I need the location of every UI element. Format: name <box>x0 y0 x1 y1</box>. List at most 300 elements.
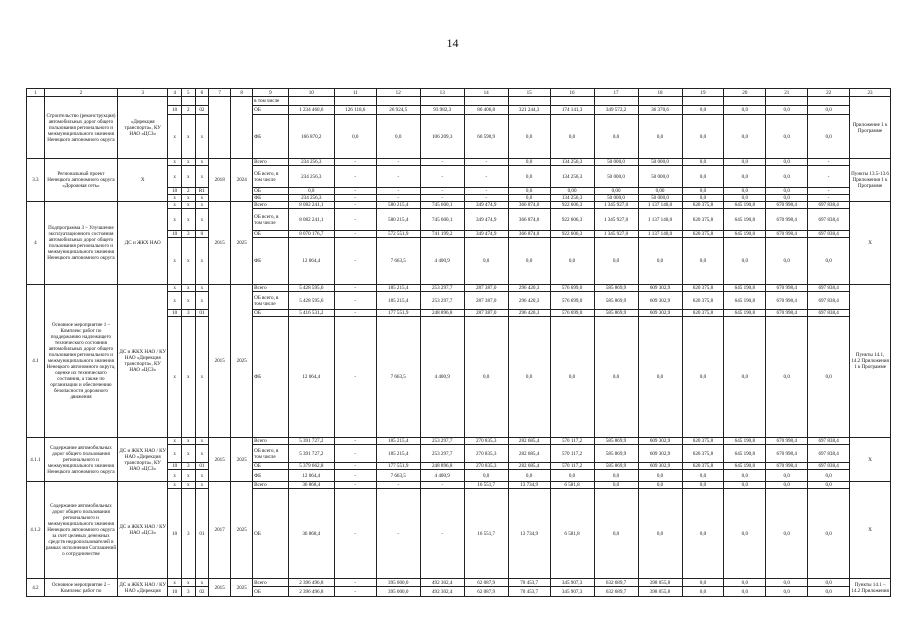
amount-cell: - <box>808 166 850 188</box>
amount-cell: 185 215,4 <box>376 445 420 463</box>
end-year-cell: 2025 <box>231 579 253 597</box>
amount-cell: 345 907,3 <box>550 579 594 587</box>
table-row <box>27 482 891 489</box>
amount-cell: 576 699,0 <box>550 292 594 310</box>
budget-code-cell: х <box>168 202 182 209</box>
funding-source-cell: Всего <box>253 482 289 489</box>
budget-code-cell: х <box>181 115 195 159</box>
funding-source-cell: ОБ <box>253 106 289 115</box>
column-number-cell: 13 <box>420 89 464 97</box>
page-number: 14 <box>446 36 459 50</box>
amount-cell: 4 400,9 <box>420 470 464 482</box>
budget-code-cell: 10 <box>168 489 182 579</box>
amount-cell: 620 375,8 <box>682 231 724 238</box>
column-number-cell: 19 <box>682 89 724 97</box>
budget-code-cell: х <box>195 579 209 587</box>
amount-cell: - <box>334 195 376 202</box>
amount-cell: 0,0 <box>508 317 550 438</box>
amount-cell: 70 453,7 <box>508 579 550 587</box>
budget-code-cell: х <box>195 317 209 438</box>
amount-cell: - <box>334 317 376 438</box>
amount-cell: 0,0 <box>724 482 766 489</box>
column-number-cell: 23 <box>850 89 891 97</box>
amount-cell: 177 551,9 <box>376 463 420 470</box>
budget-code-cell: 2 <box>181 106 195 115</box>
budget-code-cell: х <box>195 115 209 159</box>
amount-cell: 697 838,4 <box>808 310 850 317</box>
amount-cell: 0,0 <box>766 238 808 285</box>
amount-cell: 0,0 <box>682 587 724 597</box>
amount-cell <box>288 97 334 106</box>
amount-cell: 8 082 241,1 <box>288 209 334 231</box>
amount-cell: 0,0 <box>638 470 682 482</box>
start-year-cell <box>209 97 231 159</box>
amount-cell: 620 375,8 <box>682 445 724 463</box>
amount-cell: 0,0 <box>464 238 508 285</box>
amount-cell: 0,0 <box>766 470 808 482</box>
table-row <box>27 97 891 106</box>
amount-cell: 270 835,3 <box>464 463 508 470</box>
budget-code-cell: 01 <box>195 310 209 317</box>
item-name-cell: Содержание автомобильных дорог общего пользования регионального и межмуниципального значения Ненецкого автономного округа за счет целевых денежных средств недропользователей в рамках исполнения Соглашений о сотрудничестве <box>44 482 117 579</box>
amount-cell: 12 064,4 <box>288 317 334 438</box>
amount-cell: 0,0 <box>724 470 766 482</box>
amount-cell: 16 551,7 <box>464 489 508 579</box>
funding-source-cell: Всего <box>253 438 289 445</box>
funding-source-cell: ФБ <box>253 195 289 202</box>
amount-cell: 0,0 <box>808 482 850 489</box>
amount-cell: 697 838,4 <box>808 463 850 470</box>
amount-cell: 5 416 531,2 <box>288 310 334 317</box>
budget-code-cell: х <box>181 292 195 310</box>
amount-cell: 7 663,5 <box>376 470 420 482</box>
amount-cell: 745 600,1 <box>420 209 464 231</box>
amount-cell: 697 838,4 <box>808 285 850 292</box>
table-row <box>27 438 891 445</box>
amount-cell: 0,0 <box>766 587 808 597</box>
amount-cell: 0,0 <box>638 238 682 285</box>
budget-code-cell: 0 <box>195 231 209 238</box>
budget-code-cell: 10 <box>168 310 182 317</box>
amount-cell: 0,0 <box>288 188 334 195</box>
funding-source-cell: ФБ <box>253 470 289 482</box>
amount-cell: 0,0 <box>724 159 766 166</box>
amount-cell: - <box>376 166 420 188</box>
amount-cell: - <box>334 587 376 597</box>
funding-source-cell: ФБ <box>253 317 289 438</box>
amount-cell: 1 137 140,0 <box>638 231 682 238</box>
item-name-cell: Основное мероприятие 1 – Комплекс работ по поддержанию надлежащего технического состояния автомобильных дорог общего пользования регионального и межмуниципального значения Ненецкого автономного округа, оценке их технического состояния, а также по организации и обеспечению безопасности дорожного движения <box>44 285 117 438</box>
amount-cell: - <box>420 159 464 166</box>
amount-cell: 670 998,4 <box>766 285 808 292</box>
budget-code-cell: 01 <box>195 463 209 470</box>
amount-cell: 670 998,4 <box>766 463 808 470</box>
budget-code-cell: 10 <box>168 463 182 470</box>
amount-cell: 50 000,0 <box>594 159 638 166</box>
note-cell: Х <box>850 202 891 285</box>
amount-cell: 253 297,7 <box>420 292 464 310</box>
start-year-cell: 2018 <box>209 159 231 202</box>
amount-cell: 1 234 460,6 <box>288 106 334 115</box>
amount-cell: 620 375,8 <box>682 463 724 470</box>
amount-cell: 697 838,4 <box>808 231 850 238</box>
amount-cell: 1 345 927,0 <box>594 231 638 238</box>
amount-cell: - <box>334 470 376 482</box>
amount-cell <box>550 97 594 106</box>
amount-cell: 0,0 <box>808 238 850 285</box>
amount-cell: 234 256,3 <box>288 195 334 202</box>
amount-cell: 0,0 <box>638 482 682 489</box>
amount-cell: 270 835,3 <box>464 438 508 445</box>
amount-cell: 12 064,4 <box>288 470 334 482</box>
budget-code-cell: х <box>168 195 182 202</box>
budget-code-cell: х <box>195 445 209 463</box>
amount-cell: 36 370,6 <box>638 106 682 115</box>
amount-cell: 270 835,3 <box>464 445 508 463</box>
amount-cell: 8 070 176,7 <box>288 231 334 238</box>
amount-cell: 585 869,9 <box>594 463 638 470</box>
amount-cell: 0,0 <box>594 482 638 489</box>
amount-cell: 570 117,2 <box>550 438 594 445</box>
amount-cell: 6 581,8 <box>550 482 594 489</box>
funding-source-cell: ОБ <box>253 310 289 317</box>
column-number-cell: 1 <box>27 89 45 97</box>
item-number-cell: 4.1 <box>27 285 45 438</box>
amount-cell: - <box>334 166 376 188</box>
column-number-cell: 18 <box>638 89 682 97</box>
amount-cell: 0,0 <box>766 482 808 489</box>
note-cell: Х <box>850 438 891 482</box>
item-number-cell <box>27 97 45 159</box>
funding-source-cell: ОБ <box>253 463 289 470</box>
amount-cell: 0,0 <box>766 195 808 202</box>
amount-cell: 620 375,8 <box>682 292 724 310</box>
budget-code-cell: 02 <box>195 587 209 597</box>
amount-cell: 0,0 <box>594 115 638 159</box>
executor-cell: ДС и ЖКХ НАО / КУ НАО «Дирекция транспорта», КУ НАО «ЦСЗ» <box>118 285 168 438</box>
table-row <box>27 159 891 166</box>
amount-cell: - <box>376 195 420 202</box>
amount-cell: 697 838,4 <box>808 445 850 463</box>
amount-cell: 366 874,0 <box>508 231 550 238</box>
amount-cell: 670 998,4 <box>766 209 808 231</box>
amount-cell: 0,0 <box>594 470 638 482</box>
budget-code-cell <box>195 97 209 106</box>
item-number-cell: 4.2 <box>27 579 45 597</box>
amount-cell: 395 000,0 <box>376 579 420 587</box>
amount-cell: 697 838,4 <box>808 202 850 209</box>
budget-code-cell: х <box>168 445 182 463</box>
column-number-cell: 11 <box>334 89 376 97</box>
column-number-cell: 2 <box>44 89 117 97</box>
amount-cell: 0,0 <box>682 238 724 285</box>
amount-cell: 0,0 <box>508 238 550 285</box>
amount-cell: 5 428 595,6 <box>288 292 334 310</box>
end-year-cell: 2025 <box>231 202 253 285</box>
amount-cell: 234 256,3 <box>288 159 334 166</box>
amount-cell: 620 375,8 <box>682 285 724 292</box>
amount-cell: 60 590,9 <box>464 115 508 159</box>
amount-cell: 0,0 <box>808 317 850 438</box>
amount-cell: 0,0 <box>594 317 638 438</box>
amount-cell: 2 396 496,8 <box>288 579 334 587</box>
amount-cell: - <box>420 188 464 195</box>
amount-cell: 0,0 <box>724 489 766 579</box>
amount-cell: 585 869,9 <box>594 285 638 292</box>
funding-source-cell: ОБ всего, в том числе <box>253 292 289 310</box>
amount-cell: 645 190,8 <box>724 285 766 292</box>
amount-cell: 0,0 <box>376 115 420 159</box>
amount-cell <box>724 97 766 106</box>
executor-cell: Х <box>118 159 168 202</box>
column-number-cell: 14 <box>464 89 508 97</box>
amount-cell: 620 375,8 <box>682 202 724 209</box>
amount-cell: - <box>334 202 376 209</box>
amount-cell: 398 055,8 <box>638 587 682 597</box>
amount-cell: 585 869,9 <box>594 310 638 317</box>
amount-cell: 0,0 <box>508 115 550 159</box>
amount-cell: 1 345 927,0 <box>594 209 638 231</box>
amount-cell: 492 302,4 <box>420 579 464 587</box>
amount-cell: 0,0 <box>682 482 724 489</box>
amount-cell: 0,0 <box>550 317 594 438</box>
amount-cell: 572 551,9 <box>376 231 420 238</box>
item-name-cell: Региональный проект Ненецкого автономного округа «Дорожная сеть» <box>44 159 117 202</box>
amount-cell: 670 998,4 <box>766 292 808 310</box>
budget-code-cell: х <box>195 285 209 292</box>
budget-code-cell: х <box>181 438 195 445</box>
amount-cell: 0,0 <box>766 106 808 115</box>
amount-cell: 0,0 <box>682 115 724 159</box>
amount-cell: 282 685,4 <box>508 463 550 470</box>
amount-cell: 86 406,8 <box>464 106 508 115</box>
executor-cell: ДС и ЖКХ НАО / КУ НАО «Дирекция транспорта», КУ НАО «ЦСЗ» <box>118 438 168 482</box>
amount-cell: 0,00 <box>594 188 638 195</box>
amount-cell: - <box>334 238 376 285</box>
amount-cell: - <box>808 188 850 195</box>
amount-cell: 632 689,7 <box>594 579 638 587</box>
item-name-cell: Подпрограмма 3 – Улучшение эксплуатационного состояния автомобильных дорог общего пользования регионального и межмуниципального значения Ненецкого автономного округа <box>44 202 117 285</box>
amount-cell: - <box>420 489 464 579</box>
amount-cell: 0,0 <box>508 159 550 166</box>
budget-code-cell: х <box>181 285 195 292</box>
amount-cell: 0,0 <box>766 489 808 579</box>
column-number-cell: 8 <box>231 89 253 97</box>
budget-code-cell: R1 <box>195 188 209 195</box>
budget-code-cell: х <box>181 238 195 285</box>
amount-cell: 13 734,9 <box>508 489 550 579</box>
budget-code-cell: х <box>195 166 209 188</box>
amount-cell: 0,0 <box>682 106 724 115</box>
funding-source-cell: ОБ <box>253 231 289 238</box>
amount-cell: 609 302,9 <box>638 285 682 292</box>
amount-cell <box>464 97 508 106</box>
budget-code-cell <box>168 97 182 106</box>
amount-cell: 570 117,2 <box>550 445 594 463</box>
amount-cell: 922 606,3 <box>550 202 594 209</box>
amount-cell: 645 190,8 <box>724 445 766 463</box>
amount-cell: 253 297,7 <box>420 445 464 463</box>
budget-code-cell: х <box>195 292 209 310</box>
start-year-cell: 2015 <box>209 202 231 285</box>
amount-cell: 620 375,8 <box>682 438 724 445</box>
amount-cell: 5 391 727,2 <box>288 438 334 445</box>
item-number-cell: 4.1.1 <box>27 438 45 482</box>
amount-cell: - <box>420 195 464 202</box>
amount-cell: 0,0 <box>334 115 376 159</box>
item-number-cell: 4.1.2 <box>27 482 45 579</box>
amount-cell: 50 000,0 <box>594 166 638 188</box>
amount-cell: 0,0 <box>682 188 724 195</box>
budget-code-cell: х <box>195 238 209 285</box>
amount-cell: - <box>376 188 420 195</box>
amount-cell: 1 345 927,0 <box>594 202 638 209</box>
amount-cell: 670 998,4 <box>766 438 808 445</box>
amount-cell: 50 000,0 <box>638 159 682 166</box>
end-year-cell: 2025 <box>231 285 253 438</box>
amount-cell: 0,0 <box>638 489 682 579</box>
end-year-cell: 2025 <box>231 438 253 482</box>
amount-cell: 922 606,3 <box>550 231 594 238</box>
amount-cell: 0,0 <box>766 159 808 166</box>
budget-code-cell: х <box>168 292 182 310</box>
amount-cell: 234 256,3 <box>288 166 334 188</box>
amount-cell: - <box>334 292 376 310</box>
amount-cell: 645 190,8 <box>724 202 766 209</box>
amount-cell: 645 190,8 <box>724 438 766 445</box>
amount-cell: - <box>464 159 508 166</box>
budget-code-cell: х <box>181 482 195 489</box>
amount-cell: 0,0 <box>808 106 850 115</box>
note-cell: Приложение 1 к Программе <box>850 97 891 159</box>
amount-cell: 580 215,4 <box>376 209 420 231</box>
amount-cell: 287 387,0 <box>464 292 508 310</box>
budget-code-cell: х <box>168 285 182 292</box>
end-year-cell <box>231 97 253 159</box>
amount-cell: 0,0 <box>508 188 550 195</box>
amount-cell: 0,00 <box>550 188 594 195</box>
budget-code-cell: х <box>195 159 209 166</box>
amount-cell <box>334 97 376 106</box>
amount-cell: 0,0 <box>766 115 808 159</box>
amount-cell: 632 689,7 <box>594 587 638 597</box>
amount-cell: 126 118,6 <box>334 106 376 115</box>
amount-cell: 0,0 <box>724 166 766 188</box>
amount-cell: 2 396 496,8 <box>288 587 334 597</box>
amount-cell: 620 375,8 <box>682 310 724 317</box>
amount-cell: - <box>334 445 376 463</box>
item-number-cell: 3.3 <box>27 159 45 202</box>
amount-cell: 492 302,4 <box>420 587 464 597</box>
amount-cell: 134 256,3 <box>550 195 594 202</box>
budget-code-cell: х <box>181 209 195 231</box>
amount-cell: 287 387,0 <box>464 310 508 317</box>
amount-cell: 321 244,3 <box>508 106 550 115</box>
amount-cell: - <box>334 310 376 317</box>
amount-cell: 70 453,7 <box>508 587 550 597</box>
budget-code-cell: 10 <box>168 587 182 597</box>
amount-cell: 12 064,4 <box>288 238 334 285</box>
amount-cell: 0,0 <box>464 317 508 438</box>
amount-cell: 349 572,2 <box>594 106 638 115</box>
column-number-cell: 10 <box>288 89 334 97</box>
amount-cell: 5 391 727,2 <box>288 445 334 463</box>
column-number-cell: 15 <box>508 89 550 97</box>
amount-cell <box>808 97 850 106</box>
amount-cell: - <box>376 482 420 489</box>
budget-code-cell: х <box>168 166 182 188</box>
amount-cell: 580 215,4 <box>376 202 420 209</box>
amount-cell: - <box>420 482 464 489</box>
funding-source-cell: Всего <box>253 159 289 166</box>
amount-cell: 0,0 <box>508 166 550 188</box>
funding-source-cell: ФБ <box>253 238 289 285</box>
amount-cell: - <box>808 195 850 202</box>
amount-cell: 366 874,0 <box>508 202 550 209</box>
column-number-cell: 6 <box>195 89 209 97</box>
amount-cell: 7 663,5 <box>376 317 420 438</box>
amount-cell: 0,0 <box>682 195 724 202</box>
amount-cell: 16 551,7 <box>464 482 508 489</box>
amount-cell: 0,0 <box>724 587 766 597</box>
amount-cell: - <box>334 231 376 238</box>
funding-source-cell: ОБ <box>253 489 289 579</box>
amount-cell: 253 297,7 <box>420 285 464 292</box>
amount-cell: 5 379 662,8 <box>288 463 334 470</box>
amount-cell: 0,0 <box>766 317 808 438</box>
amount-cell: - <box>334 188 376 195</box>
budget-code-cell: х <box>181 166 195 188</box>
amount-cell: 0,0 <box>508 470 550 482</box>
funding-source-cell: ОБ всего, в том числе <box>253 166 289 188</box>
amount-cell: 741 199,2 <box>420 231 464 238</box>
budget-code-cell: 3 <box>181 463 195 470</box>
funding-source-cell: ФБ <box>253 115 289 159</box>
amount-cell: 0,0 <box>594 489 638 579</box>
note-cell: Пункты 14.1, 14.2 Приложения 1 к Программе <box>850 285 891 438</box>
table-row <box>27 202 891 209</box>
funding-source-cell: в том числе <box>253 97 289 106</box>
column-number-cell: 3 <box>118 89 168 97</box>
budget-code-cell: 10 <box>168 188 182 195</box>
amount-cell: 349 474,9 <box>464 202 508 209</box>
amount-cell: 0,0 <box>808 470 850 482</box>
funding-source-cell: ОБ всего, в том числе <box>253 445 289 463</box>
amount-cell: 745 600,1 <box>420 202 464 209</box>
amount-cell: 0,0 <box>550 115 594 159</box>
amount-cell: 0,00 <box>638 188 682 195</box>
amount-cell: 134 256,3 <box>550 166 594 188</box>
column-number-cell: 16 <box>550 89 594 97</box>
amount-cell: 0,0 <box>766 166 808 188</box>
amount-cell <box>594 97 638 106</box>
note-cell: Пункты 14.1 – 14.2 Приложения <box>850 579 891 597</box>
budget-code-cell: 3 <box>181 489 195 579</box>
column-number-cell: 22 <box>808 89 850 97</box>
budget-code-cell: х <box>181 579 195 587</box>
funding-source-cell: Всего <box>253 202 289 209</box>
amount-cell: 398 055,8 <box>638 579 682 587</box>
amount-cell: 609 302,9 <box>638 310 682 317</box>
amount-cell: 585 869,9 <box>594 292 638 310</box>
amount-cell: - <box>334 463 376 470</box>
amount-cell: 50 000,0 <box>638 195 682 202</box>
amount-cell: 609 302,9 <box>638 292 682 310</box>
amount-cell: 922 606,3 <box>550 209 594 231</box>
budget-code-cell: х <box>181 317 195 438</box>
amount-cell: 0,0 <box>550 470 594 482</box>
amount-cell: 253 297,7 <box>420 438 464 445</box>
